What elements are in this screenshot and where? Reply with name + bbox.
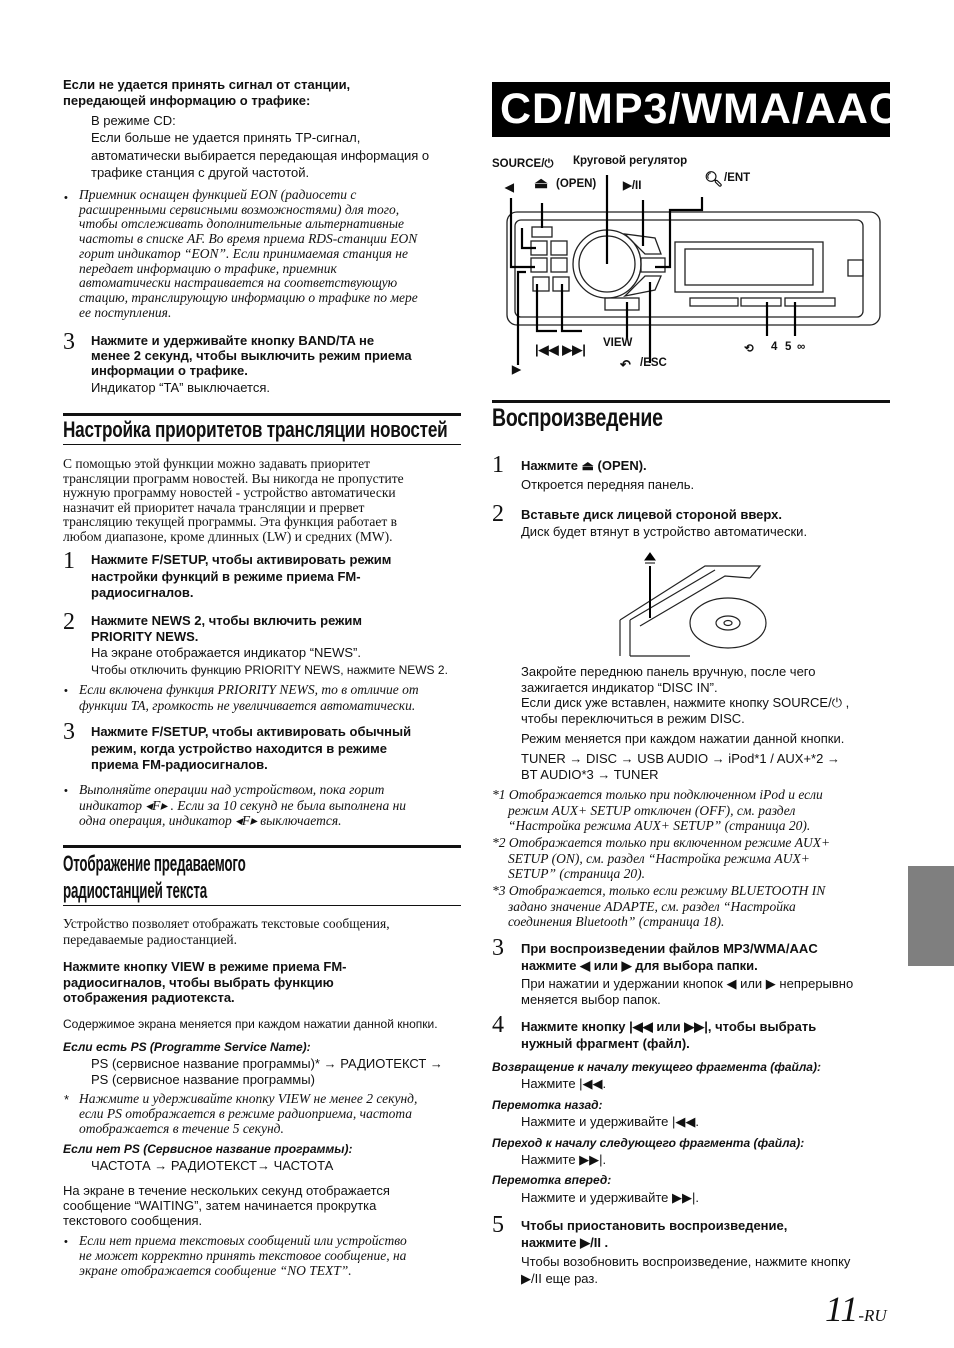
text-line: Содержимое экрана меняется при каждом нажатии данной кнопки. bbox=[63, 1017, 438, 1031]
text-line: настройки функций в режиме приема FM- bbox=[91, 568, 361, 584]
text-line: Нажмите F/SETUP, чтобы активировать обычный bbox=[91, 724, 412, 739]
text-line: нужную программу новостей - устройство автоматически bbox=[63, 485, 396, 501]
no-text-note bbox=[79, 1233, 407, 1278]
left-arrow-label: ◀ bbox=[505, 182, 514, 194]
text-line: трансляцию текущей программы. Эта функция работает в bbox=[63, 514, 397, 530]
section-heading-playback bbox=[492, 400, 890, 435]
text-line: При нажатии и удержании кнопок ◀ или ▶ непрерывно bbox=[521, 976, 854, 991]
text-line: режим AUX+ SETUP отключен (OFF), см. раздел bbox=[508, 802, 796, 818]
text-line: *2 Отображается только при включенном режиме AUX+ bbox=[492, 835, 831, 850]
subbody-next bbox=[521, 1152, 606, 1168]
search-icon: 🔍︎ bbox=[704, 171, 724, 188]
priority-note bbox=[79, 682, 419, 714]
text-line: нужный фрагмент (файл). bbox=[521, 1036, 690, 1051]
text-line: стацию, транслирующую информацию о трафике по мере bbox=[79, 289, 418, 305]
text-line: Если не удается принять сигнал от станции, bbox=[63, 77, 351, 92]
heading-text bbox=[63, 850, 373, 904]
view-note bbox=[63, 1017, 438, 1032]
text-line: не может корректно принять текстовое сообщение, на bbox=[79, 1248, 407, 1263]
text-line: Выполняйте операции над устройством, пока горит bbox=[79, 782, 385, 797]
text-line: “Настройка режима AUX+ SETUP” (страница 20). bbox=[508, 818, 811, 834]
source-power-label: SOURCE/⏻ bbox=[492, 158, 554, 170]
text-line: SETUP” (страница 20). bbox=[508, 866, 645, 882]
text-line: текстового сообщения. bbox=[63, 1213, 203, 1228]
text-line: нажмите ◀ или ▶ для выбора папки. bbox=[521, 958, 758, 973]
text-line: отображается в течение 5 секунд. bbox=[79, 1121, 284, 1136]
text-line: соединения Bluetooth” (страница 18). bbox=[508, 914, 725, 930]
step-number: 1 bbox=[492, 452, 504, 478]
text-line: расширенными сервисными возможностями) для того, bbox=[79, 201, 400, 217]
text-line: меняется выбор папок. bbox=[521, 992, 661, 1007]
text-line: Нажмите и удерживайте ▶▶|. bbox=[521, 1190, 699, 1205]
page-title: CD/MP3/WMA/AAC bbox=[492, 82, 890, 137]
view-label: VIEW bbox=[603, 337, 633, 349]
eon-note bbox=[79, 188, 418, 320]
right-arrow-label: ▶ bbox=[512, 364, 521, 376]
no-ps-heading bbox=[63, 1142, 353, 1157]
random-icon: ∞ bbox=[797, 341, 806, 353]
step-note bbox=[521, 477, 694, 493]
text-line: *3 Отображается, только если режиму BLUETOOTH IN bbox=[492, 883, 826, 898]
step-note bbox=[91, 380, 270, 396]
text-line: зажигается индикатор “DISC IN”. bbox=[521, 679, 718, 695]
text-line: ЧАСТОТА → РАДИОТЕКСТ→ ЧАСТОТА bbox=[91, 1158, 334, 1173]
subhead-rewind bbox=[492, 1098, 603, 1113]
bullet-icon: • bbox=[64, 785, 68, 797]
step-text bbox=[521, 1018, 816, 1052]
page-number bbox=[825, 1288, 887, 1330]
text-line: нажмите ▶/II . bbox=[521, 1235, 609, 1250]
text-line: Вставьте диск лицевой стороной вверх. bbox=[521, 507, 782, 522]
back-icon: ↶ bbox=[620, 357, 631, 372]
text-line: Нажмите ▶▶|. bbox=[521, 1152, 607, 1167]
heading-text: Воспроизведение bbox=[492, 404, 663, 432]
text-line: информации о трафике. bbox=[91, 363, 248, 378]
mode-sequence bbox=[521, 751, 840, 783]
text-line: BT AUDIO*3 → TUNER bbox=[521, 767, 659, 782]
text-line: автоматически настраивается на соответствующую bbox=[79, 275, 398, 291]
play-pause-label: ▶/II bbox=[623, 180, 642, 192]
text-line: передающей информацию о трафике: bbox=[63, 93, 311, 108]
text-line: частоты в списке AF. Во время приема RDS-станции EON bbox=[79, 231, 418, 247]
text-line: функции TA, громкость не увеличивается автоматически. bbox=[79, 698, 416, 713]
step-text bbox=[91, 552, 391, 602]
text-line: *1 Отображается только при подключенном iPod и если bbox=[492, 787, 823, 802]
text-line: Индикатор “TA” выключается. bbox=[91, 380, 270, 395]
section-heading-radiotext bbox=[63, 845, 461, 906]
text-line: Перемотка вперед: bbox=[492, 1173, 612, 1187]
text-line: Если нет PS (Сервисное название программы): bbox=[63, 1142, 353, 1156]
text-line: одна операция, индикатор ◂F▸ выключается. bbox=[79, 813, 342, 828]
text-line: Отображение предаваемого bbox=[63, 851, 246, 876]
no-ps-sequence bbox=[91, 1158, 333, 1174]
text-line: Нажмите F/SETUP, чтобы активировать режим bbox=[91, 552, 392, 567]
text-line: чтобы переключиться в режим DISC. bbox=[521, 711, 745, 727]
text-line: Закройте переднюю панель вручную, после чего bbox=[521, 664, 816, 679]
step-text bbox=[91, 613, 362, 644]
text-line: радиосигналов. bbox=[91, 585, 194, 600]
step-note bbox=[521, 1253, 850, 1287]
text-line: Нажмите |◀◀. bbox=[521, 1076, 607, 1091]
text-line: сообщение “WAITING”, затем начинается прокрутка bbox=[63, 1198, 377, 1213]
text-line: В режиме CD: bbox=[91, 113, 176, 128]
step-number: 2 bbox=[492, 501, 504, 527]
heading-text: Настройка приоритетов трансляции новостей bbox=[63, 417, 448, 442]
step-text bbox=[91, 724, 411, 774]
footnote-1 bbox=[492, 787, 823, 834]
dial-label: Круговой регулятор bbox=[573, 155, 688, 167]
random-label: 5 bbox=[785, 341, 792, 353]
subhead-restart bbox=[492, 1060, 821, 1075]
step-number: 3 bbox=[492, 935, 504, 961]
step-note bbox=[521, 524, 807, 540]
traffic-body bbox=[91, 112, 429, 182]
subbody-rewind bbox=[521, 1114, 699, 1130]
step-number: 2 bbox=[63, 609, 75, 635]
text-line: Если нет приема текстовых сообщений или устройство bbox=[79, 1233, 407, 1248]
footnote-2 bbox=[492, 835, 830, 882]
section-tab bbox=[908, 866, 954, 966]
subbody-restart bbox=[521, 1076, 606, 1092]
text-line: менее 2 секунд, чтобы выключить режим приема bbox=[91, 348, 412, 363]
step-number: 4 bbox=[492, 1012, 504, 1038]
text-line: режим, когда устройство находится в режиме bbox=[91, 740, 387, 756]
text-line: Чтобы возобновить воспроизведение, нажмите кнопку bbox=[521, 1254, 851, 1269]
text-line: Если диск уже вставлен, нажмите кнопку SOURCE/⏻ , bbox=[521, 695, 850, 711]
text-line: Режим меняется при каждом нажатии данной кнопки. bbox=[521, 731, 845, 746]
step-number: 1 bbox=[63, 548, 75, 574]
text-line: PS (сервисное название программы)* → РАДИОТЕКСТ → bbox=[91, 1056, 443, 1071]
text-line: радиостанцией текста bbox=[63, 878, 208, 903]
page-suffix: -RU bbox=[858, 1306, 887, 1325]
text-line: задано значение ADAPTE, см. раздел “Настройка bbox=[508, 898, 796, 914]
text-line: PS (сервисное название программы) bbox=[91, 1071, 315, 1087]
indicator-note bbox=[79, 782, 406, 829]
skip-label: |◀◀ ▶▶| bbox=[535, 342, 586, 357]
text-line: приема FM-радиосигналов. bbox=[91, 757, 268, 772]
step-text bbox=[91, 333, 412, 378]
text-line: Перемотка назад: bbox=[492, 1098, 603, 1112]
text-line: ▶/II еще раз. bbox=[521, 1271, 598, 1286]
repeat-icon: ⟲ bbox=[744, 343, 754, 355]
view-instruction bbox=[63, 959, 347, 1006]
text-line: Если есть PS (Programme Service Name): bbox=[63, 1040, 311, 1054]
asterisk-icon: * bbox=[64, 1092, 70, 1107]
news-paragraph bbox=[63, 457, 404, 545]
text-line: Диск будет втянут в устройство автоматически. bbox=[521, 524, 808, 539]
ps-heading bbox=[63, 1040, 311, 1055]
text-line: Нажмите и удерживайте кнопку VIEW не менее 2 секунд, bbox=[79, 1091, 418, 1106]
footnote-3 bbox=[492, 883, 825, 930]
text-line: Переход к началу следующего фрагмента (файла): bbox=[492, 1136, 805, 1150]
step-text bbox=[521, 507, 782, 523]
text-line: Нажмите кнопку |◀◀ или ▶▶|, чтобы выбрать bbox=[521, 1019, 817, 1034]
text-line: автоматически выбирается передающая информация о bbox=[91, 147, 430, 163]
subhead-next bbox=[492, 1136, 804, 1151]
text-line: Устройство позволяет отображать текстовые сообщения, bbox=[63, 916, 390, 931]
waiting-paragraph bbox=[63, 1183, 390, 1228]
step-number: 3 bbox=[63, 719, 75, 745]
text-line: Чтобы отключить функцию PRIORITY NEWS, нажмите NEWS 2. bbox=[91, 663, 448, 677]
text-line: горит индикатор “EON”. Если принимаемая станция не bbox=[79, 245, 408, 261]
text-line: Приемник оснащен функцией EON (радиосети с bbox=[79, 187, 357, 202]
text-line: Нажмите NEWS 2, чтобы включить режим bbox=[91, 613, 363, 628]
text-line: радиосигналов, чтобы выбрать функцию bbox=[63, 974, 334, 990]
text-line: С помощью этой функции можно задавать приоритет bbox=[63, 456, 371, 471]
radiotext-paragraph bbox=[63, 916, 390, 947]
text-line: PRIORITY NEWS. bbox=[91, 628, 199, 644]
page-number-value: 11 bbox=[825, 1289, 859, 1329]
text-line: Нажмите ⏏ (OPEN). bbox=[521, 458, 647, 473]
bullet-icon: • bbox=[64, 1236, 68, 1248]
text-line: ее поступления. bbox=[79, 304, 172, 320]
text-line: Нажмите кнопку VIEW в режиме приема FM- bbox=[63, 959, 347, 974]
subbody-forward bbox=[521, 1190, 699, 1206]
text-line: Нажмите и удерживайте |◀◀. bbox=[521, 1114, 699, 1129]
step-text bbox=[521, 458, 647, 474]
traffic-heading bbox=[63, 77, 350, 109]
step-note bbox=[91, 645, 361, 661]
disc-insert-illustration bbox=[610, 548, 770, 658]
text-line: Возвращение к началу текущего фрагмента (файла): bbox=[492, 1060, 821, 1074]
subhead-forward bbox=[492, 1173, 611, 1188]
text-line: Нажмите и удерживайте кнопку BAND/TA не bbox=[91, 333, 375, 348]
step-number: 5 bbox=[492, 1212, 504, 1238]
open-label: (OPEN) bbox=[556, 178, 597, 190]
text-line: TUNER → DISC → USB AUDIO → iPod*1 / AUX+*2 → bbox=[521, 751, 840, 766]
step-number: 3 bbox=[63, 329, 75, 355]
mode-text bbox=[521, 731, 844, 747]
step-text bbox=[521, 940, 818, 974]
text-line: Откроется передняя панель. bbox=[521, 477, 695, 492]
text-line: назначит ей приоритет начала трансляции и прервет bbox=[63, 499, 365, 515]
text-line: При воспроизведении файлов MP3/WMA/AAC bbox=[521, 941, 818, 956]
repeat-label: 4 bbox=[771, 341, 778, 353]
text-line: передаваемые радиостанцией. bbox=[63, 931, 238, 947]
text-line: Если включена функция PRIORITY NEWS, то в отличие от bbox=[79, 682, 419, 697]
text-line: отображения радиотекста. bbox=[63, 990, 235, 1005]
bullet-icon: • bbox=[64, 192, 68, 204]
text-line: индикатор ◂F▸ . Если за 10 секунд не была выполнена ни bbox=[79, 797, 407, 813]
text-line: экране отображается сообщение “NO TEXT”. bbox=[79, 1263, 352, 1278]
text-line: чтобы отслеживать дополнительные альтернативные bbox=[79, 216, 404, 232]
ent-label: /ENT bbox=[724, 172, 751, 184]
disc-in-paragraph bbox=[521, 664, 849, 727]
text-line: передает информацию о трафике, приемник bbox=[79, 260, 337, 276]
text-line: если PS отображается в режиме радиоприема, частота bbox=[79, 1106, 413, 1121]
text-line: На экране в течение нескольких секунд отображается bbox=[63, 1183, 390, 1198]
step-text bbox=[521, 1217, 787, 1251]
text-line: SETUP (ON), см. раздел “Настройка режима AUX+ bbox=[508, 850, 810, 866]
eject-icon: ⏏ bbox=[534, 175, 549, 192]
step-note-small bbox=[91, 663, 448, 678]
text-line: Чтобы приостановить воспроизведение, bbox=[521, 1218, 788, 1233]
step-note bbox=[521, 976, 853, 1008]
ps-sequence bbox=[91, 1056, 443, 1087]
section-heading-news bbox=[63, 413, 461, 445]
text-line: трансляции программ новостей. Вы никогда не пропустите bbox=[63, 470, 404, 486]
bullet-icon: • bbox=[64, 685, 68, 697]
text-line: трафике станция с другой частотой. bbox=[91, 165, 310, 181]
ps-note bbox=[79, 1091, 417, 1136]
text-line: На экране отображается индикатор “NEWS”. bbox=[91, 645, 361, 660]
text-line: Если больше не удается принять TP-сигнал, bbox=[91, 130, 361, 146]
text-line: любом диапазоне, кроме длинных (LW) и средних (MW). bbox=[63, 528, 393, 544]
esc-label: /ESC bbox=[640, 357, 667, 369]
